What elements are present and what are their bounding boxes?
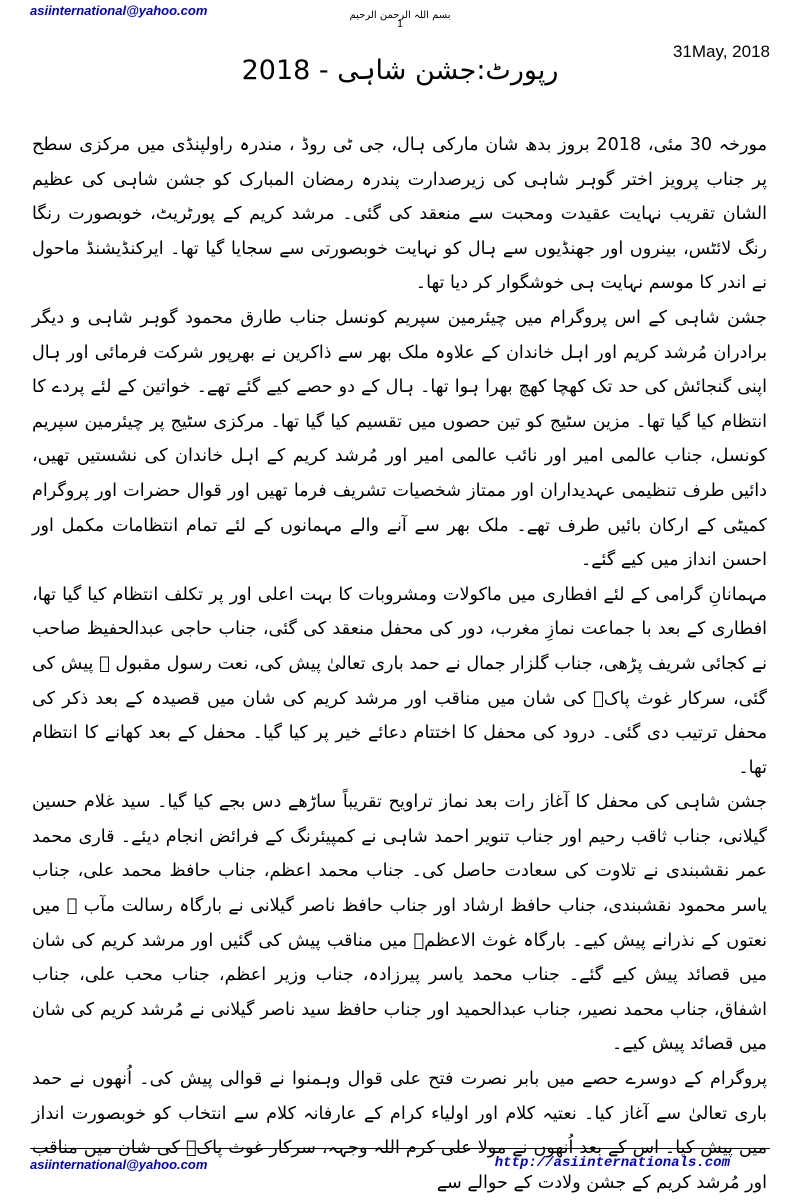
paragraph-5: پروگرام کے دوسرے حصے میں بابر نصرت فتح علی قوال وہمنوا نے قوالی پیش کی۔ اُنھوں نے حمد باری تعالیٰ سے آغاز کیا۔ نعتیہ کلام اور اولیاء کرام کے عارفانہ کلام سے انتخاب کو خوبصورت انداز میں پیش کیا۔ اس کے بعد اُنھوں نے مولا علی کرم اللہ وجہہ، سرکار غوث پاکؓ کی شان میں مناقب اور مُرشد کریم کے جشن ولادت کے حوالے سے <box>32 1069 767 1193</box>
paragraph-2: جشن شاہی کے اس پروگرام میں چیئرمین سپریم کونسل جناب طارق محمود گوہر شاہی و دیگر برادران مُرشد کریم اور اہل خاندان کے علاوہ ملک بھر سے ذاکرین نے بھرپور شرکت فرمائی اور ہال اپنی گنجائش کی حد تک کھچا کھچ بھرا ہوا تھا۔ ہال کے دو حصے کیے گئے تھے۔ خواتین کے لئے پردے کا انتظام کیا گیا تھا۔ مزین سٹیج کو تین حصوں میں تقسیم کیا گیا تھا۔ مرکزی سٹیج پر چیئرمین سپریم کونسل، جناب عالمی امیر اور نائب عالمی امیر اور مُرشد کریم کے اہل خاندان کی نشستیں تھیں، دائیں طرف تنظیمی عہدیداران اور ممتاز شخصیات تشریف فرما تھیں اور قوال حضرات اور پروگرام کمیٹی کے ارکان بائیں طرف تھے۔ ملک بھر سے آنے والے مہمانوں کے لئے تمام انتظامات مکمل اور احسن انداز میں کیے گئے۔ <box>32 307 767 571</box>
bismillah-text: بسم اللہ الرحمن الرحیم <box>349 10 451 21</box>
paragraph-4: جشن شاہی کی محفل کا آغاز رات بعد نماز تراویح تقریباً ساڑھے دس بجے کیا گیا۔ سید غلام حسین گیلانی، جناب ثاقب رحیم اور جناب تنویر احمد شاہی نے کمپیئرنگ کے فرائض انجام دیئے۔ قاری محمد عمر نقشبندی نے تلاوت کی سعادت حاصل کی۔ جناب محمد اعظم، جناب حافظ محمد علی، جناب یاسر محمود نقشبندی، جناب حافظ ارشاد اور جناب حافظ ناصر گیلانی نے بارگاہ رسالت مآب ﷺ میں نعتوں کے نذرانے پیش کیے۔ بارگاہ غوث الاعظمؓ میں مناقب پیش کی گئیں اور مرشد کریم کی شان میں قصائد پیش کیے گئے۔ جناب محمد یاسر پیرزادہ، جناب وزیر اعظم، جناب محب علی، جناب اشفاق، جناب محمد نصیر، جناب عبدالحمید اور جناب حافظ سید ناصر گیلانی نے مُرشد کریم کی شان میں قصائد پیش کیے۔ <box>32 792 767 1055</box>
report-date: 31May, 2018 <box>672 42 770 61</box>
page-number: 1 <box>396 19 404 30</box>
paragraph-1: مورخہ 30 مئی، 2018 بروز بدھ شان مارکی ہال، جی ٹی روڈ ، مندرہ راولپنڈی میں مرکزی سطح پر جناب پرویز اختر گوہر شاہی کی زیرصدارت پندرہ رمضان المبارک کو جشن شاہی کی عظیم الشان تقریب نہایت عقیدت ومحبت سے منعقد کی گئی۔ مرشد کریم کے پورٹریٹ، خوبصورت رنگا رنگ لائٹس، بینروں اور جھنڈیوں سے ہال کو نہایت خوبصورتی سے سجایا گیا تھا۔ ایرکنڈیشنڈ ماحول نے اندر کا موسم نہایت ہی خوشگوار کر دیا تھا۔ <box>32 135 768 294</box>
article-body <box>32 128 767 1200</box>
footer-website-link[interactable]: http://asiinternationals.com <box>494 1155 730 1171</box>
page-title: رپورٹ:جشن شاہی - 2018 <box>241 55 559 86</box>
footer-email-link[interactable]: asiinternational@yahoo.com <box>30 1157 208 1172</box>
footer-divider <box>30 1148 770 1149</box>
header-email-link[interactable]: asiinternational@yahoo.com <box>30 3 208 18</box>
paragraph-3: مہمانانِ گرامی کے لئے افطاری میں ماکولات ومشروبات کا بہت اعلی اور پر تکلف انتظام کیا گیا تھا، افطاری کے بعد با جماعت نمازِ مغرب، دور کی محفل منعقد کی گئی، جناب حاجی عبدالحفیظ صاحب نے کجائی شریف پڑھی، جناب گلزار جمال نے حمد باری تعالیٰ پیش کی، نعت رسول مقبول ﷺ پیش کی گئی، سرکار غوث پاکؓ کی شان میں مناقب اور مرشد کریم کی شان میں قصیدہ کے بعد ذکر کی محفل ترتیب دی گئی۔ درود کی محفل کا اختتام دعائے خیر پر کیا گیا۔ محفل کے بعد کھانے کا انتظام تھا۔ <box>32 584 767 778</box>
